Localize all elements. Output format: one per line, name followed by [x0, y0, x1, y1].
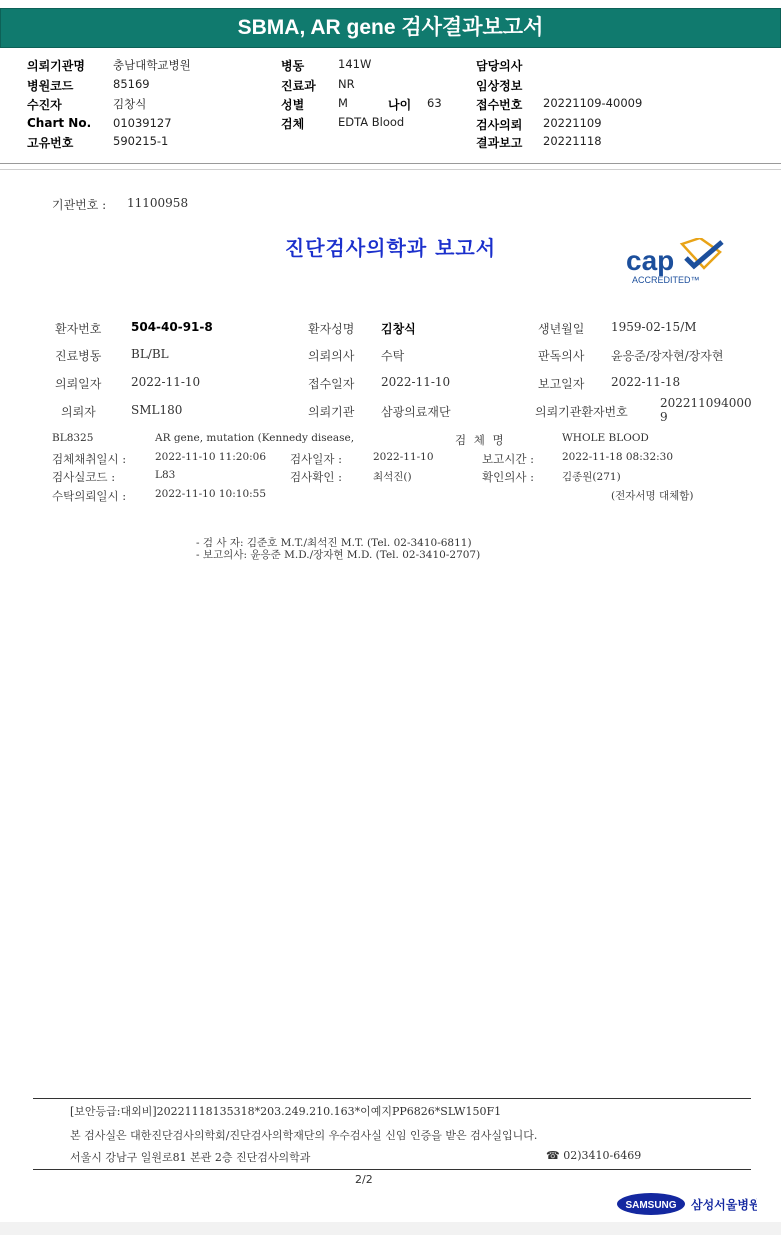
cap-accredited-text: ACCREDITED™ [632, 275, 700, 285]
confirm-label: 검사확인 : [290, 470, 342, 484]
req-doctor-value: 수탁 [381, 349, 405, 363]
result-value: 20221118 [543, 134, 602, 148]
patient-label: 수진자 [27, 98, 62, 112]
result-label: 결과보고 [476, 136, 523, 150]
ward-value-2: BL/BL [131, 347, 169, 361]
requester-value: SML180 [131, 403, 183, 417]
header-divider-2 [0, 169, 781, 170]
chart-label: Chart No. [27, 116, 92, 130]
patient-value: 김창식 [113, 97, 147, 111]
age-value: 63 [427, 96, 442, 110]
org-no-label: 기관번호 : [52, 198, 107, 212]
samsung-logo-icon [617, 1191, 757, 1217]
security-line: [보안등급:대외비]20221118135318*203.249.210.163*이예지PP6826*SLW150F1 [70, 1105, 502, 1118]
samsung-word: SAMSUNG [625, 1200, 677, 1211]
ward-value: 141W [338, 57, 372, 71]
dept-value: NR [338, 77, 355, 91]
receipt-no-label: 접수번호 [476, 98, 523, 112]
cap-accredited-logo [624, 238, 734, 288]
patient-header [0, 52, 781, 162]
receipt-no-value: 20221109-40009 [543, 96, 643, 110]
samsung-hospital-logo [617, 1191, 757, 1217]
ward-label: 병동 [281, 59, 305, 73]
testdate-value: 2022-11-10 [373, 451, 434, 463]
cap-word: cap [626, 245, 675, 276]
report-title: SBMA, AR gene 검사결과보고서 [0, 8, 781, 48]
esign-note: (전자서명 대체함) [611, 490, 694, 502]
staff-line-1: - 검 사 자: 김준호 M.T./최석진 M.T. (Tel. 02-3410-6811) [196, 537, 472, 549]
hospital-value: 충남대학교병원 [113, 58, 191, 72]
collect-label: 검체채취일시 : [52, 452, 127, 466]
clinical-label: 임상정보 [476, 79, 523, 93]
specimen-value: EDTA Blood [338, 115, 405, 129]
confdoc-label: 확인의사 : [482, 470, 534, 484]
doctor-label: 담당의사 [476, 59, 523, 73]
report-date-value: 2022-11-18 [611, 375, 681, 389]
cert-line: 본 검사실은 대한진단검사의학회/진단검사의학재단의 우수검사실 신임 인증을 받은 검사실입니다. [70, 1129, 538, 1142]
row2-label1: 진료병동 [55, 349, 102, 363]
document-title: 진단검사의학과 보고서 [284, 236, 497, 260]
header-divider [0, 163, 781, 164]
test-name: AR gene, mutation (Kennedy disease, [155, 432, 355, 444]
footer-rule-top [33, 1098, 751, 1099]
patient-no-value: 504-40-91-8 [131, 320, 213, 334]
room-value: L83 [155, 469, 176, 481]
req-date-value: 2022-11-10 [131, 375, 201, 389]
page-number: 2/2 [355, 1173, 373, 1186]
footer-rule-bottom [33, 1169, 751, 1170]
sex-value: M [338, 96, 348, 110]
receipt-date-value: 2022-11-10 [381, 375, 451, 389]
specimen-label: 검체 [281, 117, 305, 131]
org-patient-no-part1: 202211094000 [660, 396, 752, 410]
consign-label: 수탁의뢰일시 : [52, 489, 127, 503]
row3-label2: 접수일자 [308, 377, 355, 391]
consign-value: 2022-11-10 10:10:55 [155, 488, 267, 500]
row2-label3: 판독의사 [538, 349, 585, 363]
request-label: 검사의뢰 [476, 118, 523, 132]
dept-label: 진료과 [281, 79, 316, 93]
staff-line-2: - 보고의사: 윤응준 M.D./장자현 M.D. (Tel. 02-3410-2707) [196, 549, 481, 561]
sex-label: 성별 [281, 98, 305, 112]
room-label: 검사실코드 : [52, 470, 116, 484]
row4-label3: 의뢰기관환자번호 [535, 405, 628, 419]
confdoc-value: 김종원(271) [562, 471, 621, 483]
row1-label1: 환자번호 [55, 322, 102, 336]
row4-label2: 의뢰기관 [308, 405, 355, 419]
org-no-value: 11100958 [127, 196, 189, 210]
reporttime-value: 2022-11-18 08:32:30 [562, 451, 674, 463]
uid-label: 고유번호 [27, 136, 74, 150]
hospital-label: 의뢰기관명 [27, 59, 85, 73]
uid-value: 590215-1 [113, 134, 169, 148]
hospital-logo-text: 삼성서울병원 [691, 1198, 757, 1212]
reading-doctor-value: 윤응준/장자현/장자현 [611, 349, 724, 363]
patient-name-value: 김창식 [381, 322, 416, 336]
phone-line: ☎ 02)3410-6469 [546, 1149, 642, 1162]
request-value: 20221109 [543, 116, 602, 130]
address-line: 서울시 강남구 일원로81 본관 2층 진단검사의학과 [70, 1151, 311, 1164]
row1-label3: 생년월일 [538, 322, 585, 336]
row3-label1: 의뢰일자 [55, 377, 102, 391]
row3-label3: 보고일자 [538, 377, 585, 391]
confirm-value: 최석진() [373, 471, 412, 483]
age-label: 나이 [388, 98, 412, 112]
test-code: BL8325 [52, 432, 94, 444]
spec-label: 검 체 명 [455, 433, 506, 447]
birth-value: 1959-02-15/M [611, 320, 697, 334]
row2-label2: 의뢰의사 [308, 349, 355, 363]
row4-label1: 의뢰자 [61, 405, 96, 419]
chart-value: 01039127 [113, 116, 172, 130]
spec-value: WHOLE BLOOD [562, 432, 649, 444]
cap-logo-icon [624, 238, 734, 288]
code-value: 85169 [113, 77, 150, 91]
reporttime-label: 보고시간 : [482, 452, 534, 466]
testdate-label: 검사일자 : [290, 452, 342, 466]
req-org-value: 삼광의료재단 [381, 405, 451, 419]
row1-label2: 환자성명 [308, 322, 355, 336]
collect-value: 2022-11-10 11:20:06 [155, 451, 267, 463]
code-label: 병원코드 [27, 79, 74, 93]
org-patient-no-part2: 9 [660, 410, 668, 424]
